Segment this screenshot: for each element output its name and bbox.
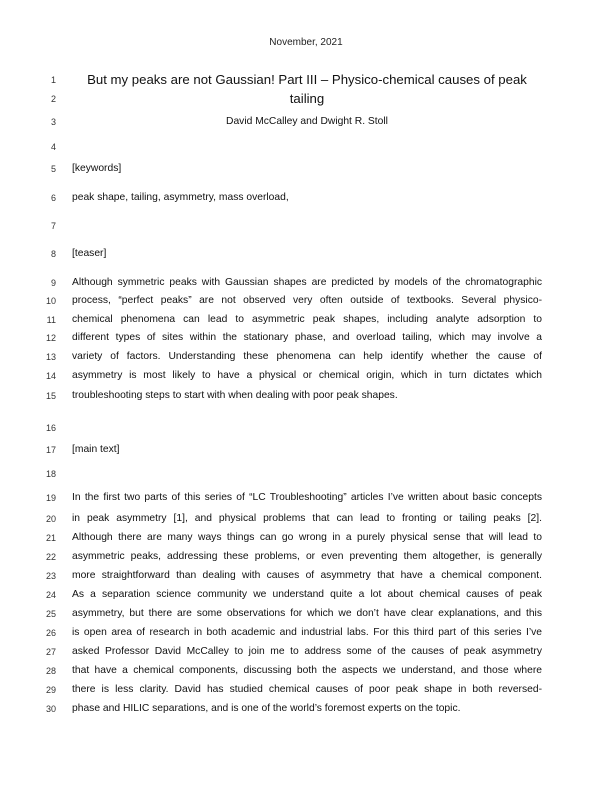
- text-line: [0, 530, 612, 550]
- text-line: [0, 644, 612, 664]
- text-line: [0, 511, 612, 531]
- line-text: Although there are many ways things can go wrong in a purely physical sense that will lead to: [72, 532, 542, 543]
- line-number: 8: [50, 249, 56, 259]
- text-line: [0, 330, 612, 350]
- line-number: 13: [45, 352, 56, 362]
- line-number: 1: [50, 75, 56, 85]
- text-line: [0, 568, 612, 588]
- line-text: variety of factors. Understanding these phenomena can help identify whether the cause of: [72, 351, 542, 362]
- line-number: 27: [45, 647, 56, 657]
- line-number: 3: [50, 117, 56, 127]
- line-number: 21: [45, 533, 56, 543]
- line-text: asked Professor David McCalley to join me to address some of the causes of peak asymmetry: [72, 646, 542, 657]
- text-line: [0, 663, 612, 683]
- line-text: But my peaks are not Gaussian! Part III – Physico-chemical causes of peak: [87, 72, 527, 87]
- text-line: [0, 190, 612, 210]
- text-line: [0, 466, 612, 486]
- line-number: 18: [45, 469, 56, 479]
- line-text: Although symmetric peaks with Gaussian shapes are predicted by models of the chromatographic: [72, 277, 542, 288]
- text-line: [0, 625, 612, 645]
- text-line: [0, 368, 612, 388]
- text-line: [0, 606, 612, 626]
- line-text: more straightforward than dealing with causes of asymmetry that have a chemical component.: [72, 570, 542, 581]
- line-text: [teaser]: [72, 248, 107, 259]
- text-line: [0, 388, 612, 408]
- line-number: 16: [45, 423, 56, 433]
- text-line: [0, 312, 612, 332]
- line-number: 9: [50, 278, 56, 288]
- line-number: 22: [45, 552, 56, 562]
- line-text: As a separation science community we understand quite a lot about chemical causes of peak: [72, 589, 542, 600]
- text-line: [0, 246, 612, 266]
- text-line: [0, 442, 612, 462]
- text-line: [0, 587, 612, 607]
- line-text: different types of sites within the stationary phase, and overload tailing, which may involve a: [72, 332, 542, 343]
- line-text: chemical phenomena can lead to asymmetric peak shapes, including analyte adsorption to: [72, 314, 542, 325]
- line-text: phase and HILIC separations, and is one of the world’s foremost experts on the topic.: [72, 703, 461, 714]
- line-text: peak shape, tailing, asymmetry, mass overload,: [72, 192, 289, 203]
- line-text: asymmetric peaks, addressing these problems, or even preventing them altogether, is generally: [72, 551, 542, 562]
- line-number: 10: [45, 296, 56, 306]
- line-number: 19: [45, 493, 56, 503]
- text-line: [0, 275, 612, 295]
- line-number: 6: [50, 193, 56, 203]
- line-text: process, “perfect peaks” are not observed very often outside of textbooks. Several physico-: [72, 295, 542, 306]
- text-line: [0, 161, 612, 181]
- line-number: 28: [45, 666, 56, 676]
- text-line: [0, 139, 612, 159]
- line-number: 24: [45, 590, 56, 600]
- line-text: is open area of research in both academic and industrial labs. For this third part of this series I’ve: [72, 627, 542, 638]
- text-line: [0, 218, 612, 238]
- text-line: [0, 701, 612, 721]
- text-line: [0, 420, 612, 440]
- line-text: [keywords]: [72, 163, 122, 174]
- line-number: 30: [45, 704, 56, 714]
- line-text: asymmetry is most likely to have a physical or chemical origin, which in turn dictates which: [72, 370, 542, 381]
- line-text: David McCalley and Dwight R. Stoll: [226, 116, 388, 127]
- line-number: 17: [45, 445, 56, 455]
- line-text: there is less clarity. David has studied chemical causes of poor peak shape in both reversed-: [72, 684, 542, 695]
- line-number: 11: [46, 315, 56, 325]
- text-line: [0, 72, 612, 92]
- line-number: 23: [45, 571, 56, 581]
- line-number: 14: [45, 371, 56, 381]
- line-number: 7: [50, 221, 56, 231]
- line-number: 25: [45, 609, 56, 619]
- line-text: in peak asymmetry [1], and physical problems that can lead to fronting or tailing peaks [2].: [72, 513, 542, 524]
- text-line: [0, 293, 612, 313]
- line-text: asymmetry, but there are some observations for which we don’t have clear explanations, and this: [72, 608, 542, 619]
- header-date: November, 2021: [269, 37, 343, 48]
- text-line: [0, 349, 612, 369]
- line-number: 29: [45, 685, 56, 695]
- text-line: [0, 114, 612, 134]
- line-number: 20: [45, 514, 56, 524]
- line-number: 26: [45, 628, 56, 638]
- line-text: tailing: [289, 91, 325, 106]
- line-number: 4: [50, 142, 56, 152]
- line-number: 5: [50, 164, 56, 174]
- text-line: [0, 490, 612, 510]
- line-number: 12: [45, 333, 56, 343]
- line-text: In the first two parts of this series of “LC Troubleshooting” articles I’ve written about basic concepts: [72, 492, 542, 503]
- line-number: 2: [50, 94, 56, 104]
- line-number: 15: [45, 391, 56, 401]
- line-text: troubleshooting steps to start with when dealing with poor peak shapes.: [72, 390, 398, 401]
- line-text: that have a chemical components, discussing both the aspects we understand, and those where: [72, 665, 542, 676]
- text-line: [0, 549, 612, 569]
- line-text: [main text]: [72, 444, 120, 455]
- text-line: [0, 682, 612, 702]
- text-line: [0, 91, 612, 111]
